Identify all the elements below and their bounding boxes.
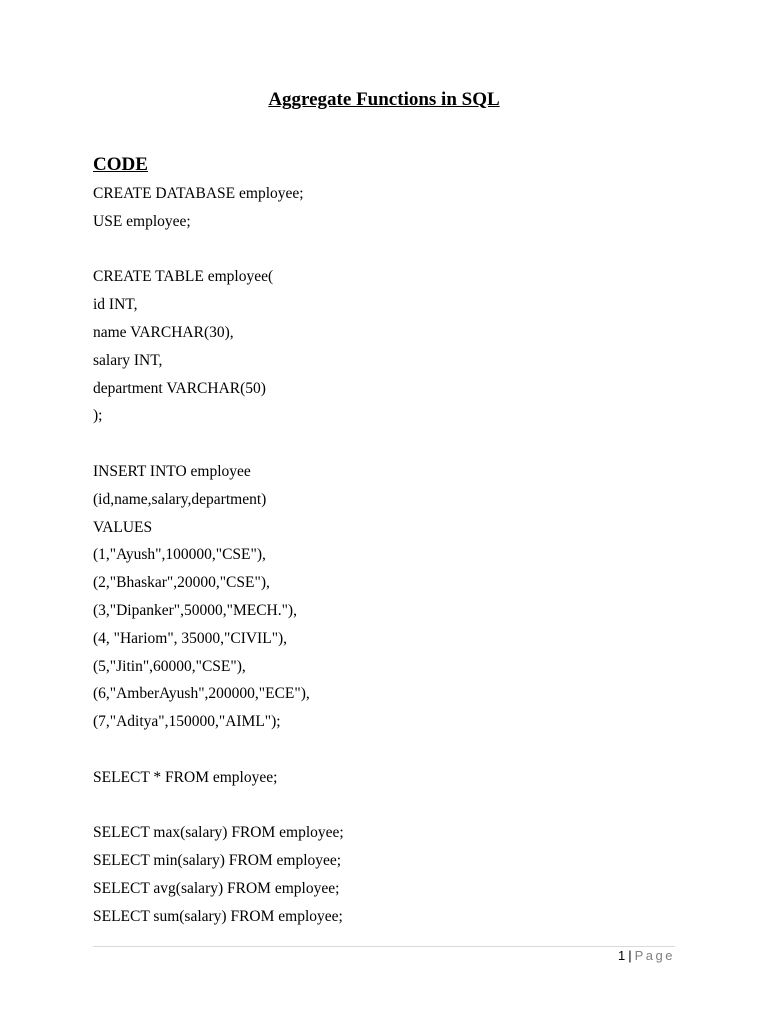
- blank-line: [93, 430, 693, 458]
- code-line: SELECT max(salary) FROM employee;: [93, 824, 344, 842]
- code-line: id INT,: [93, 296, 138, 314]
- code-line: SELECT avg(salary) FROM employee;: [93, 879, 340, 897]
- code-line: CREATE DATABASE employee;: [93, 185, 304, 202]
- code-line: (id,name,salary,department): [93, 490, 267, 508]
- blank-line: [93, 736, 693, 764]
- code-line: (4, "Hariom", 35000,"CIVIL"),: [93, 629, 288, 647]
- code-line: (1,"Ayush",100000,"CSE"),: [93, 546, 266, 564]
- page-number: 1: [618, 948, 626, 963]
- blank-line: [93, 236, 693, 264]
- code-block: [93, 180, 693, 931]
- code-line: VALUES: [93, 518, 153, 536]
- code-line: INSERT INTO employee: [93, 462, 251, 480]
- code-line: USE employee;: [93, 212, 191, 230]
- document-title: Aggregate Functions in SQL: [268, 89, 500, 110]
- code-line: (7,"Aditya",150000,"AIML");: [93, 713, 281, 731]
- code-line: SELECT * FROM employee;: [93, 768, 278, 786]
- code-line: (3,"Dipanker",50000,"MECH."),: [93, 601, 297, 619]
- code-line: name VARCHAR(30),: [93, 323, 234, 341]
- code-line: );: [93, 407, 103, 425]
- code-line: department VARCHAR(50): [93, 379, 266, 397]
- page-label: Page: [634, 948, 675, 963]
- code-line: salary INT,: [93, 351, 163, 369]
- code-line: CREATE TABLE employee(: [93, 268, 274, 286]
- section-heading-code: CODE: [93, 154, 148, 175]
- footer-separator: |: [628, 948, 632, 963]
- code-line: SELECT min(salary) FROM employee;: [93, 852, 342, 870]
- page-footer: [618, 946, 675, 966]
- footer-divider: [93, 946, 675, 947]
- code-line: (6,"AmberAyush",200000,"ECE"),: [93, 685, 310, 703]
- blank-line: [93, 792, 693, 820]
- code-line: (5,"Jitin",60000,"CSE"),: [93, 657, 246, 675]
- code-line: SELECT sum(salary) FROM employee;: [93, 907, 343, 925]
- code-line: (2,"Bhaskar",20000,"CSE"),: [93, 574, 270, 592]
